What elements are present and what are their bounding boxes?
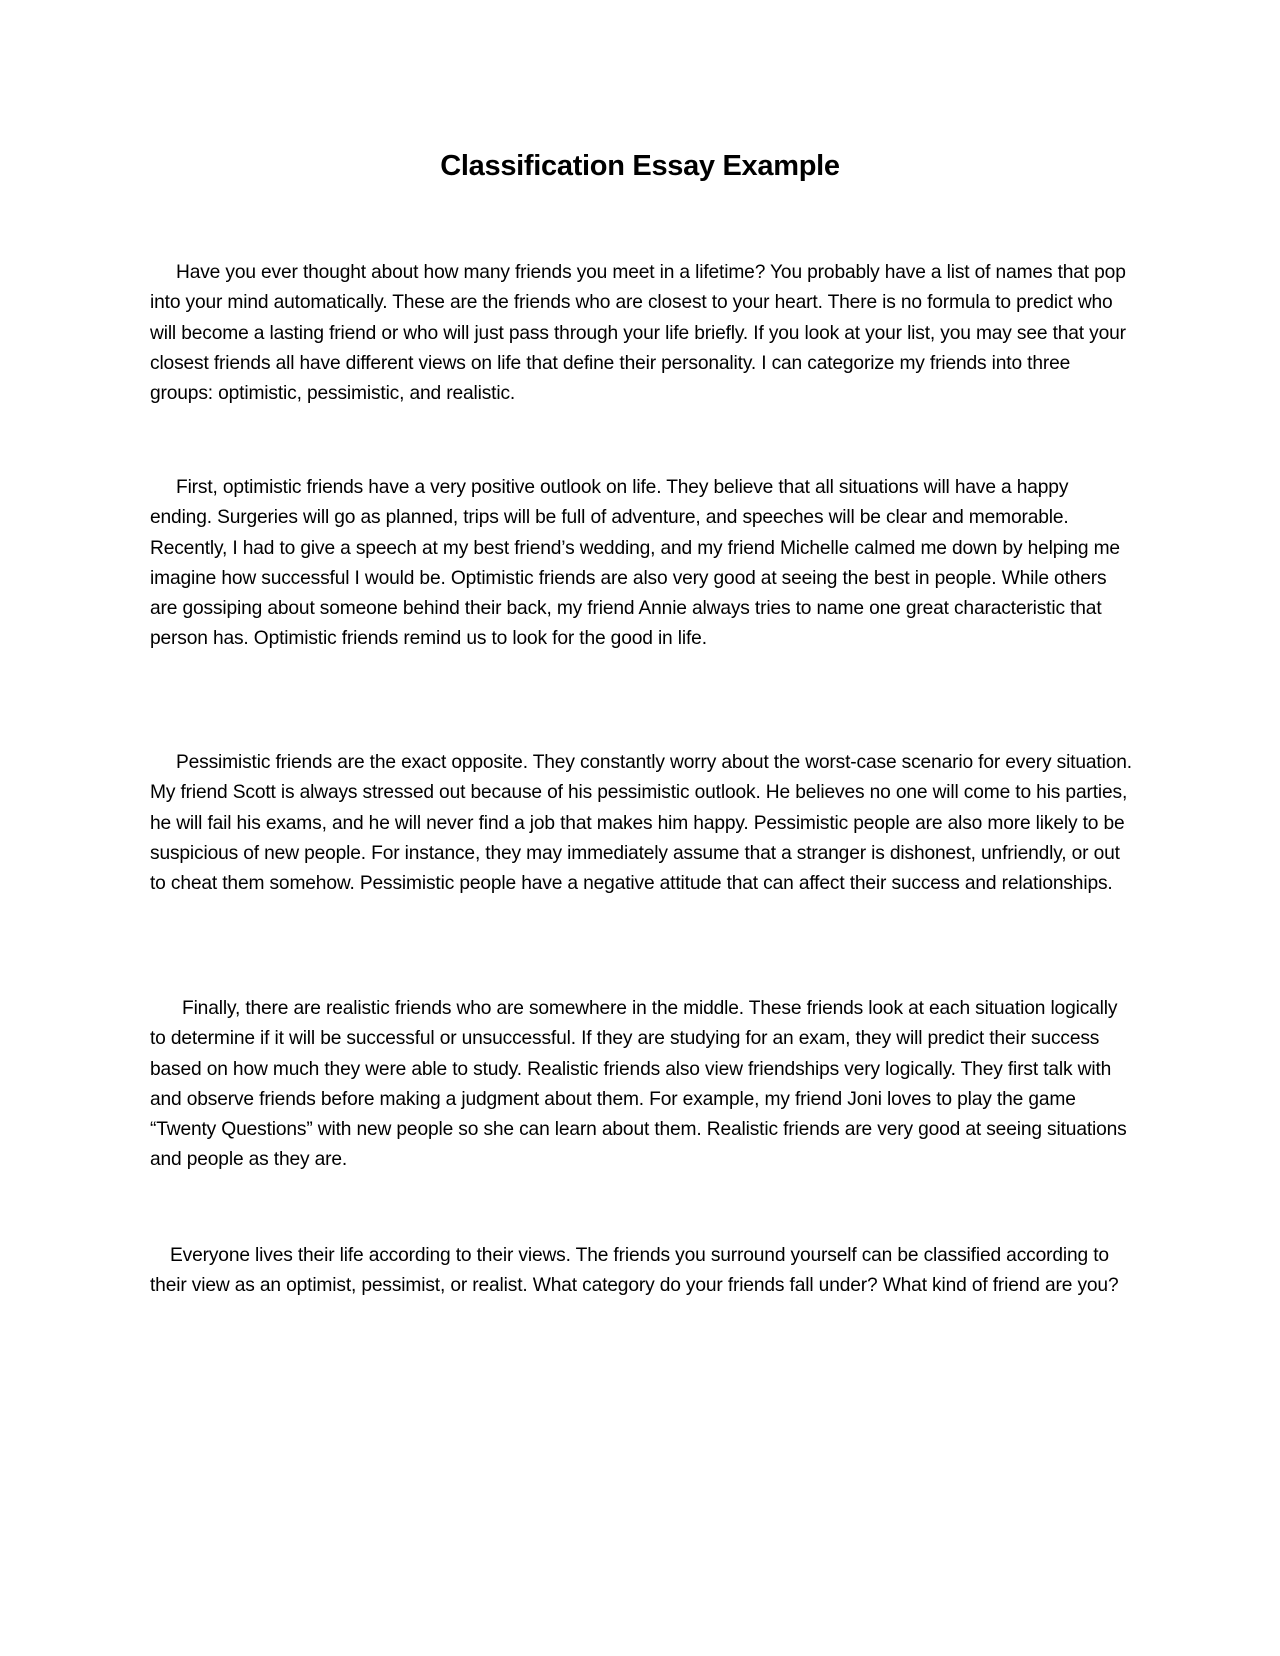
paragraph-realistic: Finally, there are realistic friends who are somewhere in the middle. These friends look at each situation logically to determine if it will be successful or unsuccessful. If they are studying for an exam, they will predict their success based on how much they were able to study. Realistic friends also view friendships very logically. They first talk with and observe friends before making a judgment about them. For example, my friend Joni loves to play the game “Twenty Questions” with new people so she can learn about them. Realistic friends are very good at seeing situations and people as they are. bbox=[150, 998, 1127, 1171]
paragraph-pessimistic: Pessimistic friends are the exact opposite. They constantly worry about the worst-case scenario for every situation. My friend Scott is always stressed out because of his pessimistic outlook. He believes no one will come to his parties, he will fail his exams, and he will never find a job that makes him happy. Pessimistic people are also more likely to be suspicious of new people. For instance, they may immediately assume that a stranger is dishonest, unfriendly, or out to cheat them somehow. Pessimistic people have a negative attitude that can affect their success and relationships. bbox=[150, 752, 1132, 895]
paragraph-optimistic: First, optimistic friends have a very positive outlook on life. They believe that all situations will have a happy ending. Surgeries will go as planned, trips will be full of adventure, and speeches will be clear and memorable. Recently, I had to give a speech at my best friend’s wedding, and my friend Michelle calmed me down by helping me imagine how successful I would be. Optimistic friends are also very good at seeing the best in people. While others are gossiping about someone behind their back, my friend Annie always tries to name one great characteristic that person has. Optimistic friends remind us to look for the good in life. bbox=[150, 477, 1120, 650]
paragraph-introduction: Have you ever thought about how many friends you meet in a lifetime? You probably have a list of names that pop into your mind automatically. These are the friends who are closest to your heart. There is no formula to predict who will become a lasting friend or who will just pass through your life briefly. If you look at your list, you may see that your closest friends all have different views on life that define their personality. I can categorize my friends into three groups: optimistic, pessimistic, and realistic. bbox=[150, 262, 1126, 405]
document-title: Classification Essay Example bbox=[440, 150, 840, 182]
paragraph-conclusion: Everyone lives their life according to their views. The friends you surround yourself can be classified according to their view as an optimist, pessimist, or realist. What category do your friends fall under? What kind of friend are you? bbox=[150, 1245, 1119, 1297]
